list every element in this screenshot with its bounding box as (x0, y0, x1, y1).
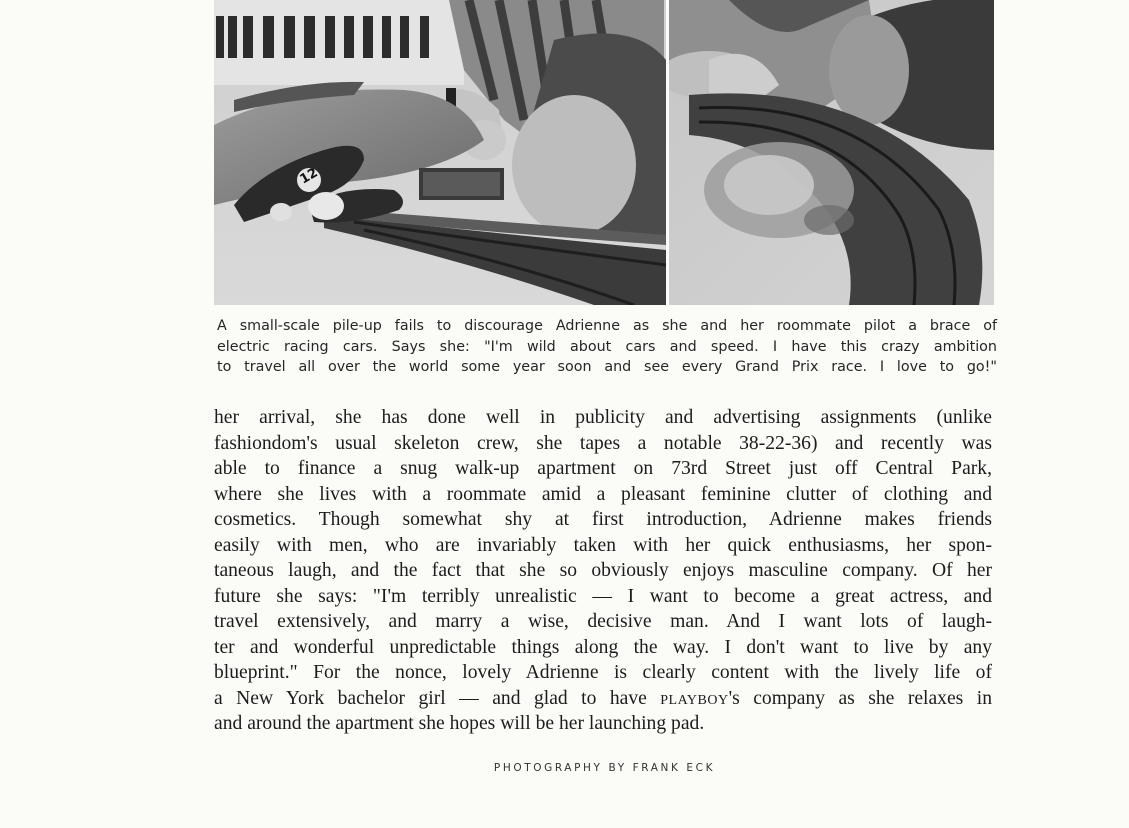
body-line: travel extensively, and marry a wise, decisive man. And I want lots of laugh- (214, 611, 992, 632)
body-line: ter and wonderful unpredictable things along the way. I don't want to live by any (214, 636, 992, 658)
caption-line: A small-scale pile-up fails to discourage Adrienne as she and her roommate pilot a brace of (217, 318, 997, 334)
body-line: future she says: "I'm terribly unrealistic — I want to become a great actress, and (214, 585, 992, 607)
photo-caption (217, 316, 997, 378)
body-line: blueprint." For the nonce, lovely Adrienne is clearly content with the lively life of (214, 662, 992, 683)
body-line-start: a New York bachelor girl — and glad to have (214, 687, 661, 709)
photo-hand-on-track (669, 0, 994, 305)
body-line: where she lives with a roommate amid a pleasant feminine clutter of clothing and (214, 483, 992, 505)
photo-slot-car-pileup (214, 0, 666, 305)
race-car-number: 12 (297, 165, 321, 188)
body-line: easily with men, who are invariably taken with her quick enthusiasms, her spon- (214, 534, 992, 556)
body-line-final: and around the apartment she hopes will be her launching pad. (214, 713, 705, 734)
photo-credit: PHOTOGRAPHY BY FRANK ECK (493, 762, 716, 774)
caption-line: to travel all over the world some year soon and see every Grand Prix race. I love to go!" (217, 359, 997, 375)
body-line: able to finance a snug walk-up apartment on 73rd Street just off Central Park, (214, 458, 992, 479)
photo-hand-on-track-image (669, 0, 994, 305)
body-line-with-brand (214, 686, 992, 712)
photo-slot-car-pileup-image (214, 0, 666, 305)
body-line: her arrival, she has done well in publicity and advertising assignments (unlike (214, 407, 992, 428)
caption-line: electric racing cars. Says she: "I'm wild about cars and speed. I have this crazy ambition (217, 338, 997, 355)
body-line: fashiondom's usual skeleton crew, she tapes a notable 38-22-36) and recently was (214, 432, 992, 454)
article-body (214, 405, 992, 737)
body-line-end: 's company as she relaxes in (728, 687, 992, 709)
playboy-brand-name: playboy (660, 687, 729, 709)
body-line: taneous laugh, and the fact that she so obviously enjoys masculine company. Of her (214, 560, 992, 581)
body-line: cosmetics. Though somewhat shy at first introduction, Adrienne makes friends (214, 509, 992, 530)
